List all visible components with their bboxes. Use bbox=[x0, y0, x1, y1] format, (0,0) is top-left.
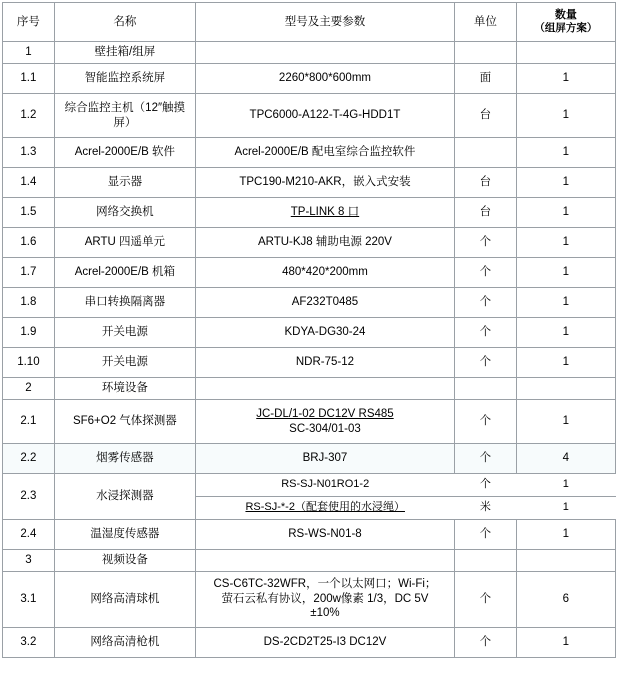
row-model: 2260*800*600mm bbox=[195, 64, 454, 94]
row-qty-group bbox=[516, 474, 615, 520]
row-name: 智能监控系统屏 bbox=[54, 64, 195, 94]
row-model: ARTU-KJ8 辅助电源 220V bbox=[195, 228, 454, 258]
row-qty: 1 bbox=[516, 228, 615, 258]
row-name: Acrel-2000E/B 机箱 bbox=[54, 258, 195, 288]
header-name: 名称 bbox=[54, 3, 195, 42]
row-qty: 1 bbox=[516, 627, 615, 657]
row-qty bbox=[516, 549, 615, 571]
row-no: 2.2 bbox=[3, 444, 55, 474]
row-no: 1 bbox=[3, 42, 55, 64]
row-unit: 个 bbox=[455, 228, 517, 258]
row-model-line-1: CS-C6TC-32WFR，一个以太网口；Wi-Fi； bbox=[213, 578, 437, 591]
row-unit bbox=[455, 42, 517, 64]
row-qty: 1 bbox=[516, 258, 615, 288]
row-no: 1.3 bbox=[3, 138, 55, 168]
table-row bbox=[3, 94, 616, 138]
row-model bbox=[195, 378, 454, 400]
row-unit-group bbox=[455, 474, 517, 520]
row-name: 综合监控主机（12″触摸屏） bbox=[54, 94, 195, 138]
row-unit: 个 bbox=[455, 288, 517, 318]
row-no: 3.1 bbox=[3, 571, 55, 627]
row-no: 1.9 bbox=[3, 318, 55, 348]
header-no: 序号 bbox=[3, 3, 55, 42]
row-qty: 1 bbox=[562, 500, 569, 513]
row-no: 2.1 bbox=[3, 400, 55, 444]
row-model-line-2: SC-304/01-03 bbox=[289, 422, 361, 435]
table-row bbox=[3, 138, 616, 168]
row-model bbox=[195, 571, 454, 627]
row-no: 1.10 bbox=[3, 348, 55, 378]
row-model: RS-SJ-*-2（配套使用的水浸绳） bbox=[245, 500, 405, 513]
row-no: 1.1 bbox=[3, 64, 55, 94]
row-unit: 个 bbox=[455, 474, 517, 496]
row-unit: 个 bbox=[455, 571, 517, 627]
row-unit: 个 bbox=[455, 444, 517, 474]
row-name: 开关电源 bbox=[54, 318, 195, 348]
header-model: 型号及主要参数 bbox=[195, 3, 454, 42]
row-name: SF6+O2 气体探测器 bbox=[54, 400, 195, 444]
row-model: Acrel-2000E/B 配电室综合监控软件 bbox=[195, 138, 454, 168]
row-qty bbox=[516, 42, 615, 64]
row-name: 壁挂箱/组屏 bbox=[54, 42, 195, 64]
row-no: 1.8 bbox=[3, 288, 55, 318]
row-qty: 1 bbox=[516, 318, 615, 348]
row-unit bbox=[455, 138, 517, 168]
row-no: 2.4 bbox=[3, 519, 55, 549]
row-unit bbox=[455, 549, 517, 571]
table-row bbox=[3, 42, 616, 64]
row-qty: 1 bbox=[516, 94, 615, 138]
table-row bbox=[3, 571, 616, 627]
row-qty: 1 bbox=[516, 519, 615, 549]
table-row bbox=[3, 198, 616, 228]
table-row bbox=[3, 444, 616, 474]
row-name: ARTU 四遥单元 bbox=[54, 228, 195, 258]
row-model: TP-LINK 8 口 bbox=[195, 198, 454, 228]
row-unit: 米 bbox=[479, 500, 491, 513]
row-model: NDR-75-12 bbox=[195, 348, 454, 378]
row-no: 3.2 bbox=[3, 627, 55, 657]
row-no: 1.4 bbox=[3, 168, 55, 198]
row-qty: 1 bbox=[516, 138, 615, 168]
row-name: 网络高清球机 bbox=[54, 571, 195, 627]
table-row bbox=[3, 549, 616, 571]
table-row bbox=[3, 64, 616, 94]
row-qty: 1 bbox=[516, 400, 615, 444]
table-header-row bbox=[3, 3, 616, 42]
table-row bbox=[3, 400, 616, 444]
row-model: 480*420*200mm bbox=[195, 258, 454, 288]
row-model bbox=[195, 400, 454, 444]
row-model bbox=[195, 549, 454, 571]
row-unit: 台 bbox=[455, 94, 517, 138]
row-qty: 1 bbox=[516, 348, 615, 378]
row-unit: 个 bbox=[455, 519, 517, 549]
header-unit: 单位 bbox=[455, 3, 517, 42]
row-name: 网络交换机 bbox=[54, 198, 195, 228]
table-row bbox=[3, 474, 616, 520]
row-no: 2 bbox=[3, 378, 55, 400]
row-name: 网络高清枪机 bbox=[54, 627, 195, 657]
row-model: RS-WS-N01-8 bbox=[195, 519, 454, 549]
header-quantity-main: 数量 bbox=[554, 9, 577, 22]
row-model-line-1: JC-DL/1-02 DC12V RS485 bbox=[256, 408, 394, 421]
row-qty: 1 bbox=[516, 288, 615, 318]
row-model: RS-SJ-N01RO1-2 bbox=[196, 474, 455, 496]
row-model: AF232T0485 bbox=[195, 288, 454, 318]
row-model: TPC190-M210-AKR，嵌入式安装 bbox=[195, 168, 454, 198]
row-qty: 1 bbox=[516, 474, 615, 496]
row-unit bbox=[455, 378, 517, 400]
header-quantity bbox=[516, 3, 615, 42]
row-name: 串口转换隔离器 bbox=[54, 288, 195, 318]
table-row bbox=[3, 348, 616, 378]
row-model: BRJ-307 bbox=[195, 444, 454, 474]
row-name: 烟雾传感器 bbox=[54, 444, 195, 474]
row-model bbox=[195, 42, 454, 64]
row-model-line-2: 萤石云私有协议，200w像素 1/3，DC 5V bbox=[221, 592, 429, 605]
header-quantity-sub: （组屏方案） bbox=[534, 22, 598, 35]
row-model-group bbox=[195, 474, 454, 520]
row-qty: 1 bbox=[516, 64, 615, 94]
table-row bbox=[3, 627, 616, 657]
row-unit: 个 bbox=[455, 318, 517, 348]
row-unit: 台 bbox=[455, 168, 517, 198]
table-row bbox=[3, 228, 616, 258]
row-no: 1.5 bbox=[3, 198, 55, 228]
row-qty: 1 bbox=[516, 168, 615, 198]
row-unit: 个 bbox=[455, 400, 517, 444]
table-row bbox=[3, 258, 616, 288]
row-no: 3 bbox=[3, 549, 55, 571]
row-no: 1.6 bbox=[3, 228, 55, 258]
row-qty: 4 bbox=[516, 444, 615, 474]
row-unit: 台 bbox=[455, 198, 517, 228]
row-name: 水浸探测器 bbox=[54, 474, 195, 520]
row-model: KDYA-DG30-24 bbox=[195, 318, 454, 348]
table-row bbox=[3, 168, 616, 198]
row-model: DS-2CD2T25-I3 DC12V bbox=[195, 627, 454, 657]
table-row bbox=[3, 288, 616, 318]
row-model-line-3: ±10% bbox=[310, 607, 340, 620]
table-row bbox=[3, 378, 616, 400]
equipment-spec-table bbox=[2, 2, 616, 658]
row-model: TPC6000-A122-T-4G-HDD1T bbox=[195, 94, 454, 138]
row-unit: 个 bbox=[455, 348, 517, 378]
row-qty: 6 bbox=[516, 571, 615, 627]
table-row bbox=[3, 318, 616, 348]
row-no: 1.7 bbox=[3, 258, 55, 288]
row-unit: 面 bbox=[455, 64, 517, 94]
row-qty bbox=[516, 378, 615, 400]
row-name: 环境设备 bbox=[54, 378, 195, 400]
row-qty: 1 bbox=[516, 198, 615, 228]
row-no: 2.3 bbox=[3, 474, 55, 520]
row-unit: 个 bbox=[455, 258, 517, 288]
row-name: 显示器 bbox=[54, 168, 195, 198]
row-unit: 个 bbox=[455, 627, 517, 657]
row-name: 温湿度传感器 bbox=[54, 519, 195, 549]
table-row bbox=[3, 519, 616, 549]
row-name: 视频设备 bbox=[54, 549, 195, 571]
row-no: 1.2 bbox=[3, 94, 55, 138]
row-name: 开关电源 bbox=[54, 348, 195, 378]
row-name: Acrel-2000E/B 软件 bbox=[54, 138, 195, 168]
